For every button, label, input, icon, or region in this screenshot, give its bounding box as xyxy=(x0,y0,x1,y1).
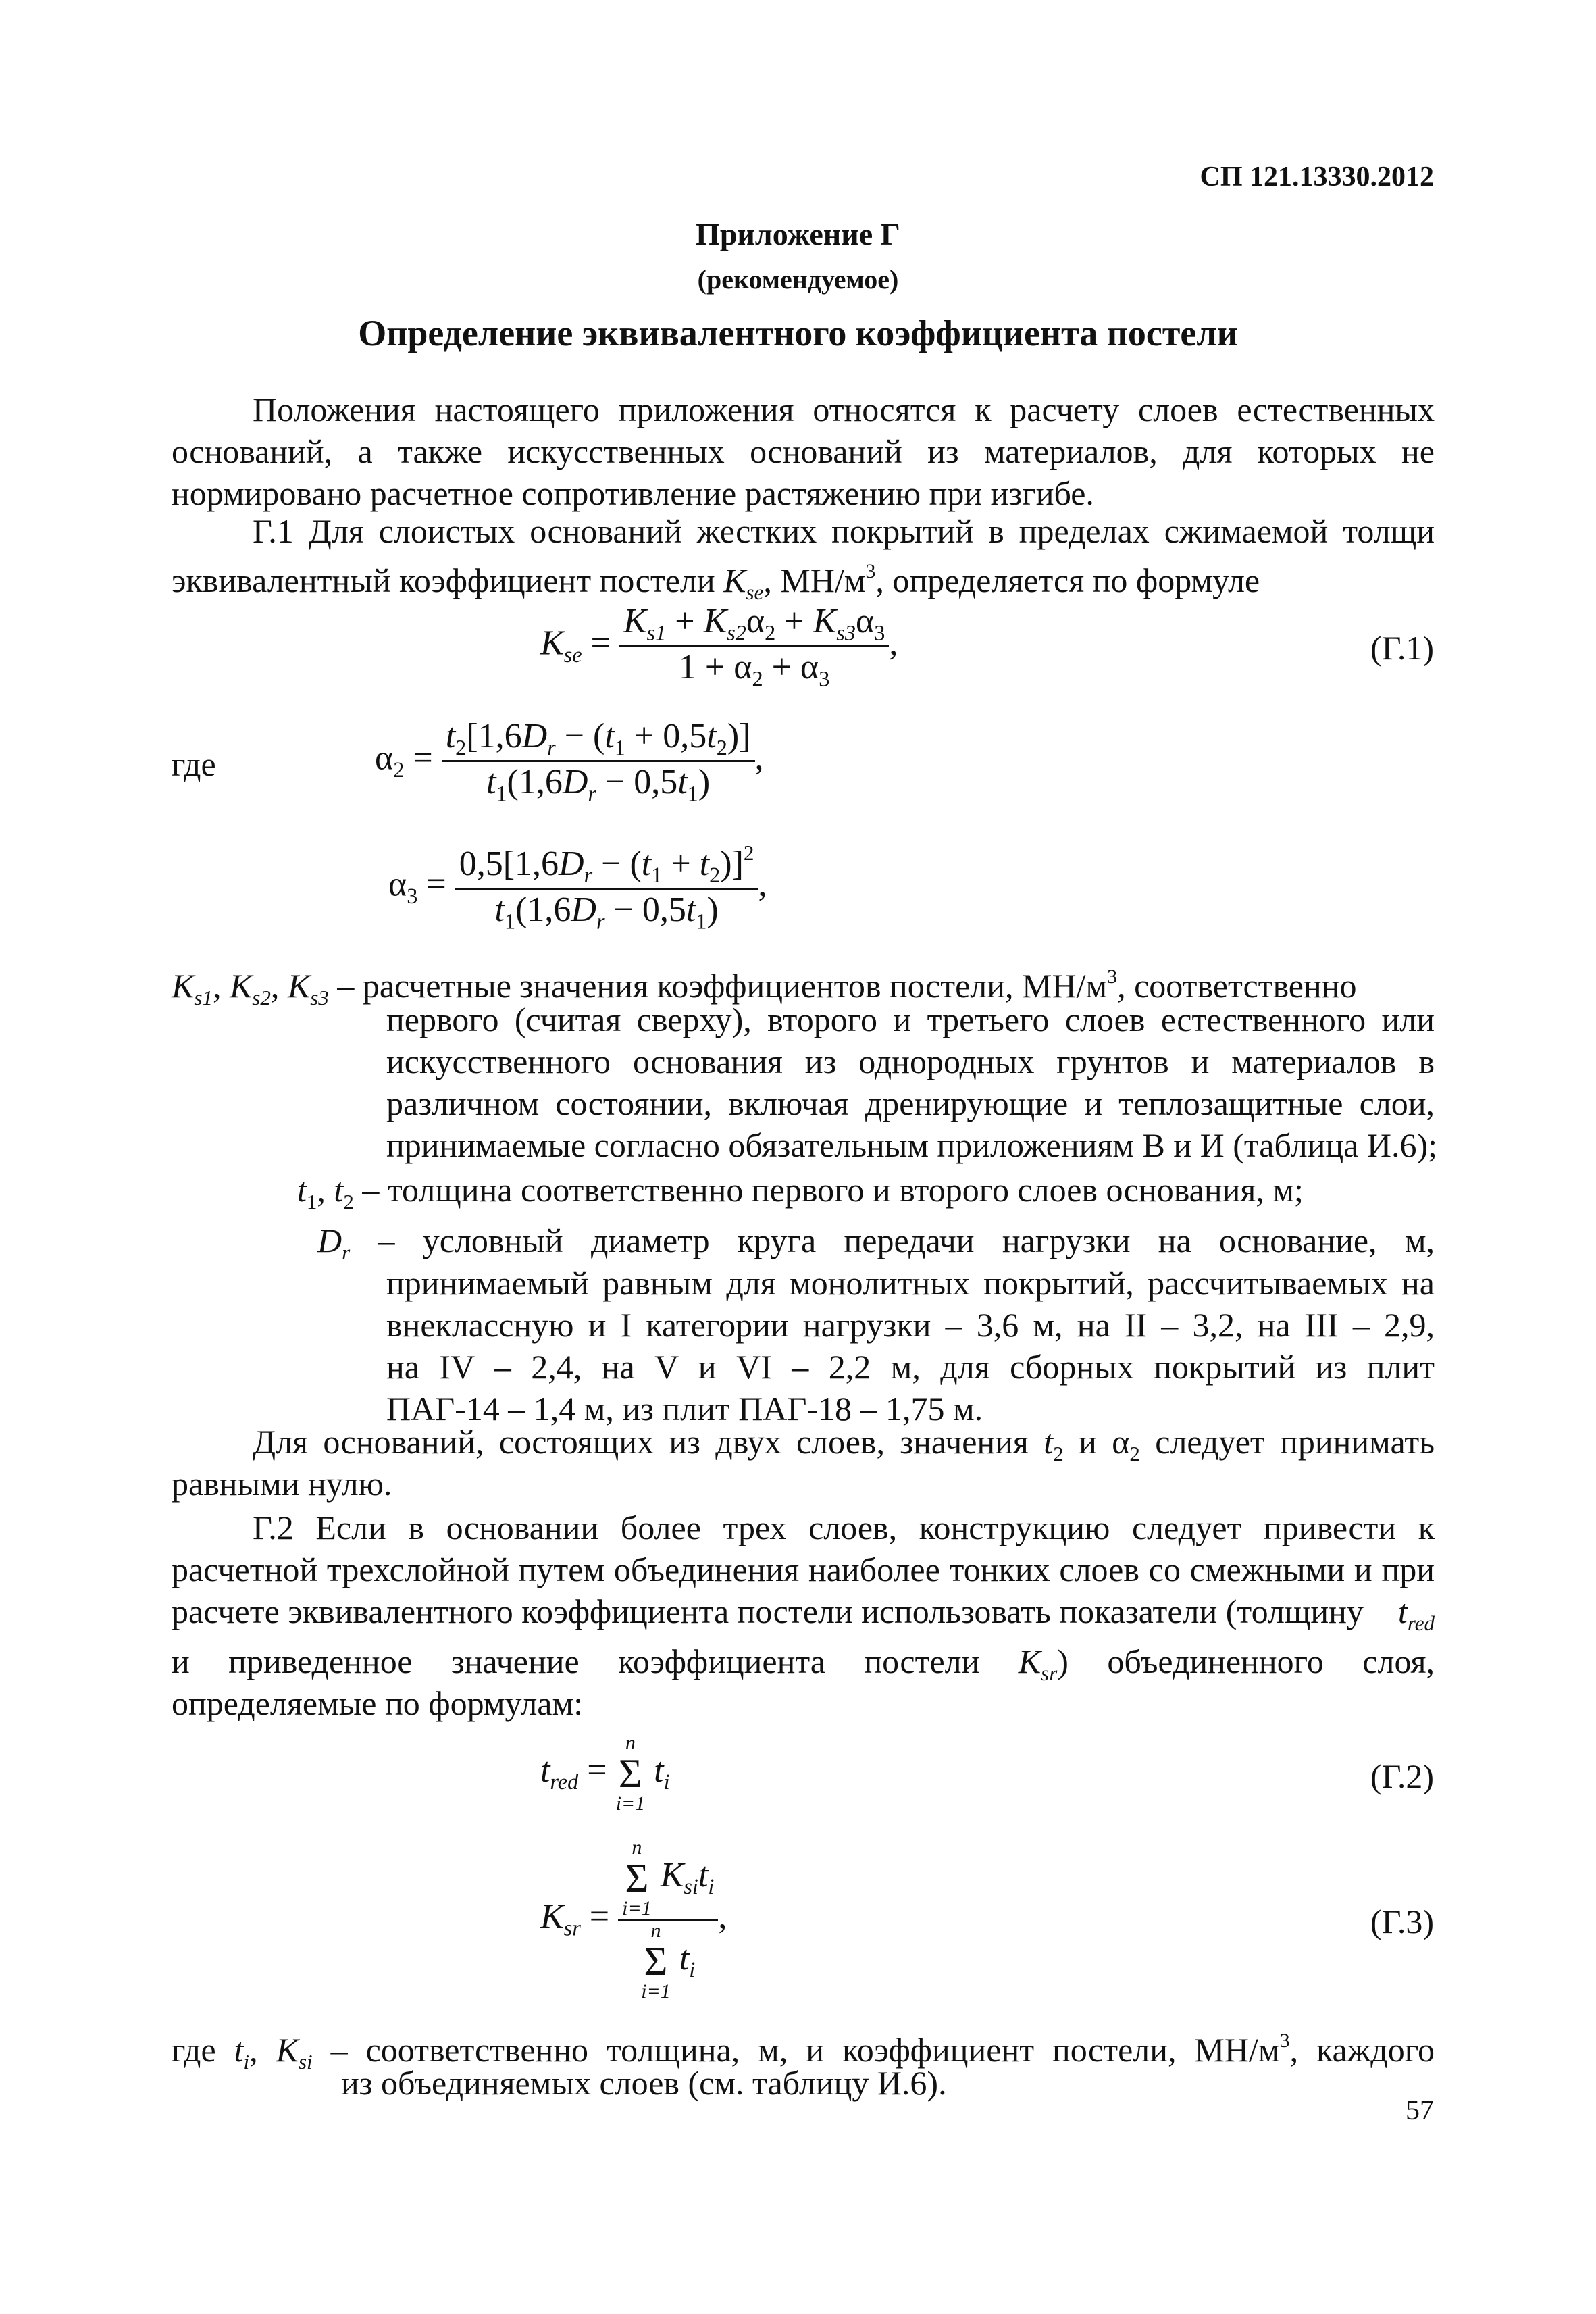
def-dr-text: условный диаметр круга передачи нагрузки на основание, м, xyxy=(422,1222,1435,1259)
def-ks-line-1: первого (считая сверху), второго и третьего слоев естественного или xyxy=(386,1001,1435,1038)
def-dr-continuation xyxy=(386,1262,1435,1430)
formula-alpha3: $\alpha_3$ = $\frac{0,5[1,6D_r - (t_1 + t_2)]^2}{t_1(1,6D_r - 0,5t_1)}$ , xyxy=(388,841,767,934)
final-text-cont: , каждого xyxy=(1289,2031,1435,2069)
final-def-line: где $t_i$, $K_{si}$ – соответственно толщина, м, и коэффициент постели, $МН/м^3$, каждого xyxy=(172,2030,1435,2073)
formula-g1: $K_{se}$ = $\frac{K_{s1} + K_{s2}\alpha_2 + K_{s3}\alpha_3}{1 + \alpha_2 + \alpha_3}$ , xyxy=(540,602,898,691)
appendix-title: Приложение Г xyxy=(696,217,900,251)
g1-line-1: Г.1 Для слоистых оснований жестких покрытий в пределах сжимаемой толщи xyxy=(253,512,1435,550)
appendix-subtitle: (рекомендуемое) xyxy=(697,264,899,295)
two-layers-line-2: равными нулю. xyxy=(172,1465,392,1503)
appendix-heading: Определение эквивалентного коэффициента постели xyxy=(358,313,1238,353)
g2-line-2: расчетной трехслойной путем объединения наиболее тонких слоев со смежными и при xyxy=(172,1551,1435,1588)
g2-line-3: расчете эквивалентного коэффициента постели использовать показатели (толщину $t_{red}$ xyxy=(172,1592,1435,1635)
g2-line-1: Г.2 Если в основании более трех слоев, конструкцию следует привести к xyxy=(253,1509,1435,1546)
g1-line-2: эквивалентный коэффициент постели $K_{se}$, $МН/м^3$, определяется по формуле xyxy=(172,560,1260,604)
formula-alpha2: $\alpha_2$ = $\frac{t_2[1,6D_r - (t_1 + 0,5t_2)]}{t_1(1,6D_r - 0,5t_1)}$ , xyxy=(375,717,764,806)
g1-line-2-post: , определяется по формуле xyxy=(875,561,1260,599)
two-layers-post: следует принимать xyxy=(1155,1423,1435,1461)
intro-paragraph: Положения настоящего приложения относятся к расчету слоев естественных оснований, а также искусственных оснований из материалов, для которых не нормировано расчетное сопротивление растяжению при изгибе. xyxy=(172,391,1435,512)
two-layers-line-1: Для оснований, состоящих из двух слоев, значения $t_2$ и $\alpha_2$ следует принимать xyxy=(253,1423,1435,1465)
def-ks-continuation xyxy=(386,999,1438,1166)
two-layers-pre: Для оснований, состоящих из двух слоев, значения xyxy=(253,1423,1029,1461)
final-where: где xyxy=(172,2031,216,2069)
def-dr-line-1: принимаемый равным для монолитных покрытий, рассчитываемых на xyxy=(386,1264,1435,1302)
def-ks-line-4: принимаемые согласно обязательным приложениям В и И (таблица И.6); xyxy=(386,1126,1438,1164)
def-dr-line: $D_r$ – условный диаметр круга передачи нагрузки на основание, м, xyxy=(317,1222,1435,1264)
where-label: где xyxy=(172,745,216,783)
g1-line-2-pre: эквивалентный коэффициент постели xyxy=(172,561,715,599)
formula-g3-number: (Г.3) xyxy=(1370,1903,1434,1940)
def-dr-line-2: внеклассную и I категории нагрузки – 3,6 м, на II – 3,2, на III – 2,9, xyxy=(386,1306,1435,1344)
g2-line-4-pre: и приведенное значение коэффициента постели xyxy=(172,1642,980,1680)
g2-line-4-post: ) объединенного слоя, xyxy=(1057,1642,1435,1680)
g2-line-3-text: расчете эквивалентного коэффициента постели использовать показатели (толщину xyxy=(172,1592,1364,1630)
g1-line-2-unit: , МН/м xyxy=(763,561,866,599)
def-t-line: $t_1$, $t_2$ – толщина соответственно первого и второго слоев основания, м; xyxy=(297,1171,1304,1213)
document-code: СП 121.13330.2012 xyxy=(1200,161,1434,193)
def-ks-line: $K_{s1}$, $K_{s2}$, $K_{s3}$ – расчетные значения коэффициентов постели, $МН/м^3$, соответственно xyxy=(172,965,1357,1009)
def-ks-line-3: различном состоянии, включая дренирующие и теплозащитные слои, xyxy=(386,1084,1435,1122)
def-ks-text: расчетные значения коэффициентов постели, МН/м xyxy=(362,967,1108,1005)
def-t-text: толщина соответственно первого и второго слоев основания, м; xyxy=(387,1171,1304,1209)
formula-g3: $K_{sr}$ = n Σ i=1 $K_{si}t_i$ n Σ i=1 $t_i$ , xyxy=(540,1836,727,2003)
def-ks-line-2: искусственного основания из однородных грунтов и материалов в xyxy=(386,1042,1435,1080)
page-number: 57 xyxy=(1406,2095,1434,2126)
def-dr-line-3: на IV – 2,4, на V и VI – 2,2 м, для сборных покрытий из плит xyxy=(386,1348,1435,1386)
g2-line-4: и приведенное значение коэффициента постели $K_{sr}$) объединенного слоя, xyxy=(172,1642,1435,1685)
def-dr-line-4: ПАГ-14 – 1,4 м, из плит ПАГ-18 – 1,75 м. xyxy=(386,1390,983,1428)
two-layers-mid: и xyxy=(1079,1423,1097,1461)
final-text: соответственно толщина, м, и коэффициент постели, МН/м xyxy=(365,2031,1280,2069)
def-ks-text-cont: , соответственно xyxy=(1117,967,1357,1005)
formula-g1-number: (Г.1) xyxy=(1370,629,1434,667)
formula-g2-number: (Г.2) xyxy=(1370,1757,1434,1795)
final-def-line-2: из объединяемых слоев (см. таблицу И.6). xyxy=(341,2064,947,2102)
formula-g2: $t_{red}$ = n Σ i=1 $t_i$ xyxy=(540,1732,670,1815)
g2-line-5: определяемые по формулам: xyxy=(172,1684,584,1722)
